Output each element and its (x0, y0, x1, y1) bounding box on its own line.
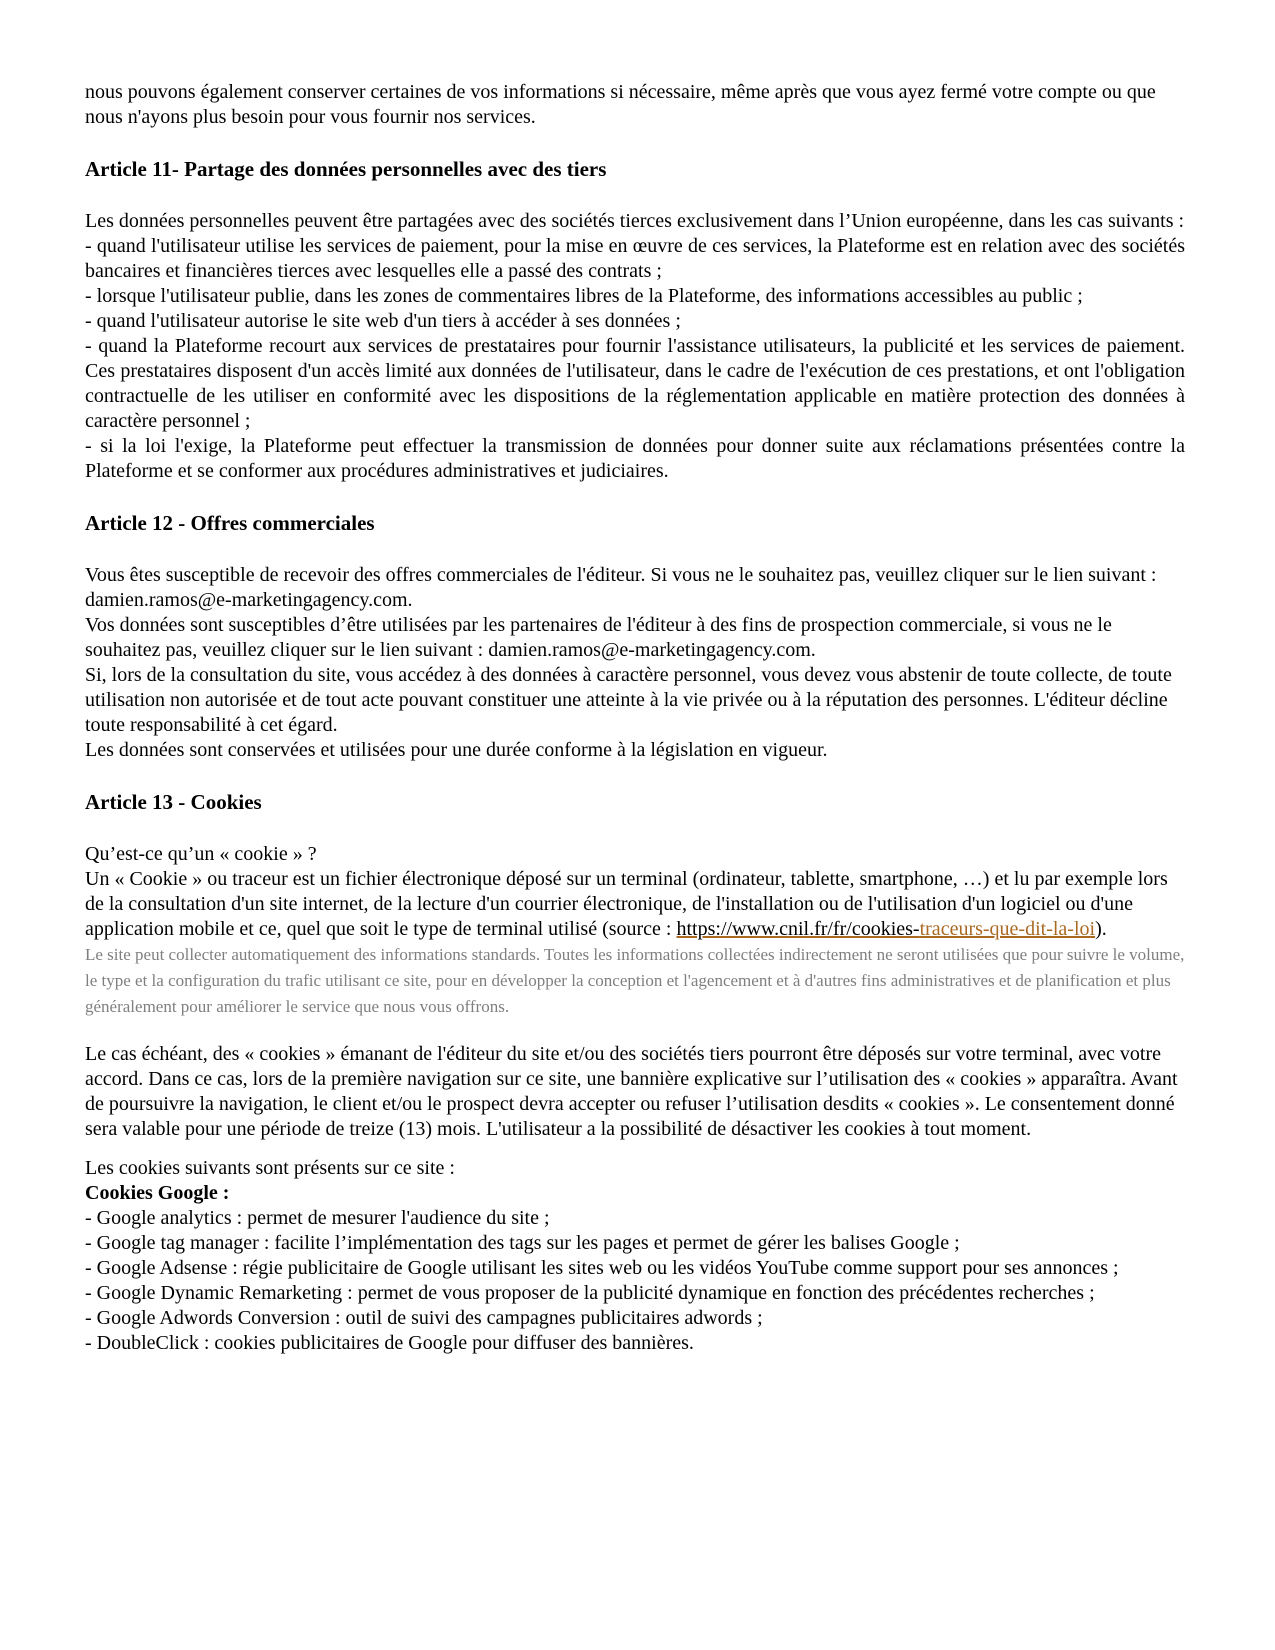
google-cookie-item-adwords-conversion: - Google Adwords Conversion : outil de suivi des campagnes publicitaires adwords ; (85, 1307, 763, 1329)
article-12-offers-paragraph: Vous êtes susceptible de recevoir des offres commerciales de l'éditeur. Si vous ne le souhaitez pas, veuillez cliquer sur le lien suivant : damien.ramos@e-marketingagency.com. (85, 564, 1157, 611)
cnil-link-highlight[interactable]: traceurs-que-dit-la-loi (919, 918, 1096, 940)
cookie-definition-text: Un « Cookie » ou traceur est un fichier électronique déposé sur un terminal (ordinateur, tablette, smartphone, …) et lu par exemple lors de la consultation d'un site internet, de la lecture d'un courrier électronique, de l'installation ou de l'utilisation d'un logiciel ou d'une application mobile et ce, quel que soit le type de terminal utilisé (source : (85, 868, 1168, 940)
google-cookie-item-doubleclick: - DoubleClick : cookies publicitaires de Google pour diffuser des bannières. (85, 1332, 694, 1354)
article-11-item-third-party-site: - quand l'utilisateur autorise le site web d'un tiers à accéder à ses données ; (85, 310, 681, 332)
intro-paragraph: nous pouvons également conserver certaines de vos informations si nécessaire, même après que vous ayez fermé votre compte ou que nous n'ayons plus besoin pour vous fournir nos services. (85, 81, 1156, 128)
cookie-definition-paragraph (85, 867, 1185, 942)
article-11-item-comments: - lorsque l'utilisateur publie, dans les zones de commentaires libres de la Plateforme, des informations accessibles au public ; (85, 285, 1083, 307)
article-11-item-providers: - quand la Plateforme recourt aux services de prestataires pour fournir l'assistance utilisateurs, la publicité et les services de paiement. Ces prestataires disposent d'un accès limité aux données de l'utilisateur, dans le cadre de l'exécution de ces prestations, et ont l'obligation contractuelle de les utiliser en conformité avec les dispositions de la réglementation applicable en matière protection des données à caractère personnel ; (85, 335, 1185, 432)
google-cookie-item-analytics: - Google analytics : permet de mesurer l'audience du site ; (85, 1207, 550, 1229)
article-11-item-legal: - si la loi l'exige, la Plateforme peut effectuer la transmission de données pour donner suite aux réclamations présentées contre la Plateforme et se conformer aux procédures administratives et judiciaires. (85, 435, 1185, 482)
google-cookies-heading: Cookies Google : (85, 1182, 230, 1204)
article-13-heading: Article 13 - Cookies (85, 790, 262, 814)
article-11-intro: Les données personnelles peuvent être partagées avec des sociétés tierces exclusivement dans l’Union européenne, dans les cas suivants : (85, 210, 1185, 232)
auto-collect-note: Le site peut collecter automatiquement des informations standards. Toutes les informations collectées indirectement ne seront utilisées que pour suivre le volume, le type et la configuration du trafic utilisant ce site, pour en développer la conception et l'agencement et à d'autres fins administratives et de planification et plus généralement pour améliorer le service que nous vous offrons. (85, 945, 1185, 1016)
article-12-heading: Article 12 - Offres commerciales (85, 511, 375, 535)
google-cookie-item-adsense: - Google Adsense : régie publicitaire de Google utilisant les sites web ou les vidéos YouTube comme support pour ses annonces ; (85, 1257, 1119, 1279)
cookie-question: Qu’est-ce qu’un « cookie » ? (85, 843, 317, 865)
article-12-liability-paragraph: Si, lors de la consultation du site, vous accédez à des données à caractère personnel, vous devez vous abstenir de toute collecte, de toute utilisation non autorisée et de tout acte pouvant constituer une atteinte à la vie privée ou à la réputation des personnes. L'éditeur décline toute responsabilité à cet égard. (85, 664, 1172, 736)
google-cookie-item-tag-manager: - Google tag manager : facilite l’implémentation des tags sur les pages et permet de gérer les balises Google ; (85, 1232, 960, 1254)
google-cookie-item-dynamic-remarketing: - Google Dynamic Remarketing : permet de vous proposer de la publicité dynamique en fonction des précédentes recherches ; (85, 1282, 1095, 1304)
article-12-retention-paragraph: Les données sont conservées et utilisées pour une durée conforme à la législation en vigueur. (85, 739, 828, 761)
article-12-partners-paragraph: Vos données sont susceptibles d’être utilisées par les partenaires de l'éditeur à des fins de prospection commerciale, si vous ne le souhaitez pas, veuillez cliquer sur le lien suivant : damien.ramos@e-marketingagency.com. (85, 614, 1112, 661)
cookie-definition-closing: ). (1095, 918, 1107, 940)
cnil-link-url-prefix[interactable]: https://www.cnil.fr/fr/cookies- (676, 918, 920, 940)
cookies-list-intro: Les cookies suivants sont présents sur ce site : (85, 1157, 455, 1179)
article-11-heading: Article 11- Partage des données personnelles avec des tiers (85, 157, 607, 181)
cookie-consent-paragraph: Le cas échéant, des « cookies » émanant de l'éditeur du site et/ou des sociétés tiers pourront être déposés sur votre terminal, avec votre accord. Dans ce cas, lors de la première navigation sur ce site, une bannière explicative sur l’utilisation des « cookies » apparaîtra. Avant de poursuivre la navigation, le client et/ou le prospect devra accepter ou refuser l’utilisation desdits « cookies ». Le consentement donné sera valable pour une période de treize (13) mois. L'utilisateur a la possibilité de désactiver les cookies à tout moment. (85, 1043, 1178, 1140)
article-11-item-payment: - quand l'utilisateur utilise les services de paiement, pour la mise en œuvre de ces services, la Plateforme est en relation avec des sociétés bancaires et financières tierces avec lesquelles elle a passé des contrats ; (85, 235, 1185, 282)
